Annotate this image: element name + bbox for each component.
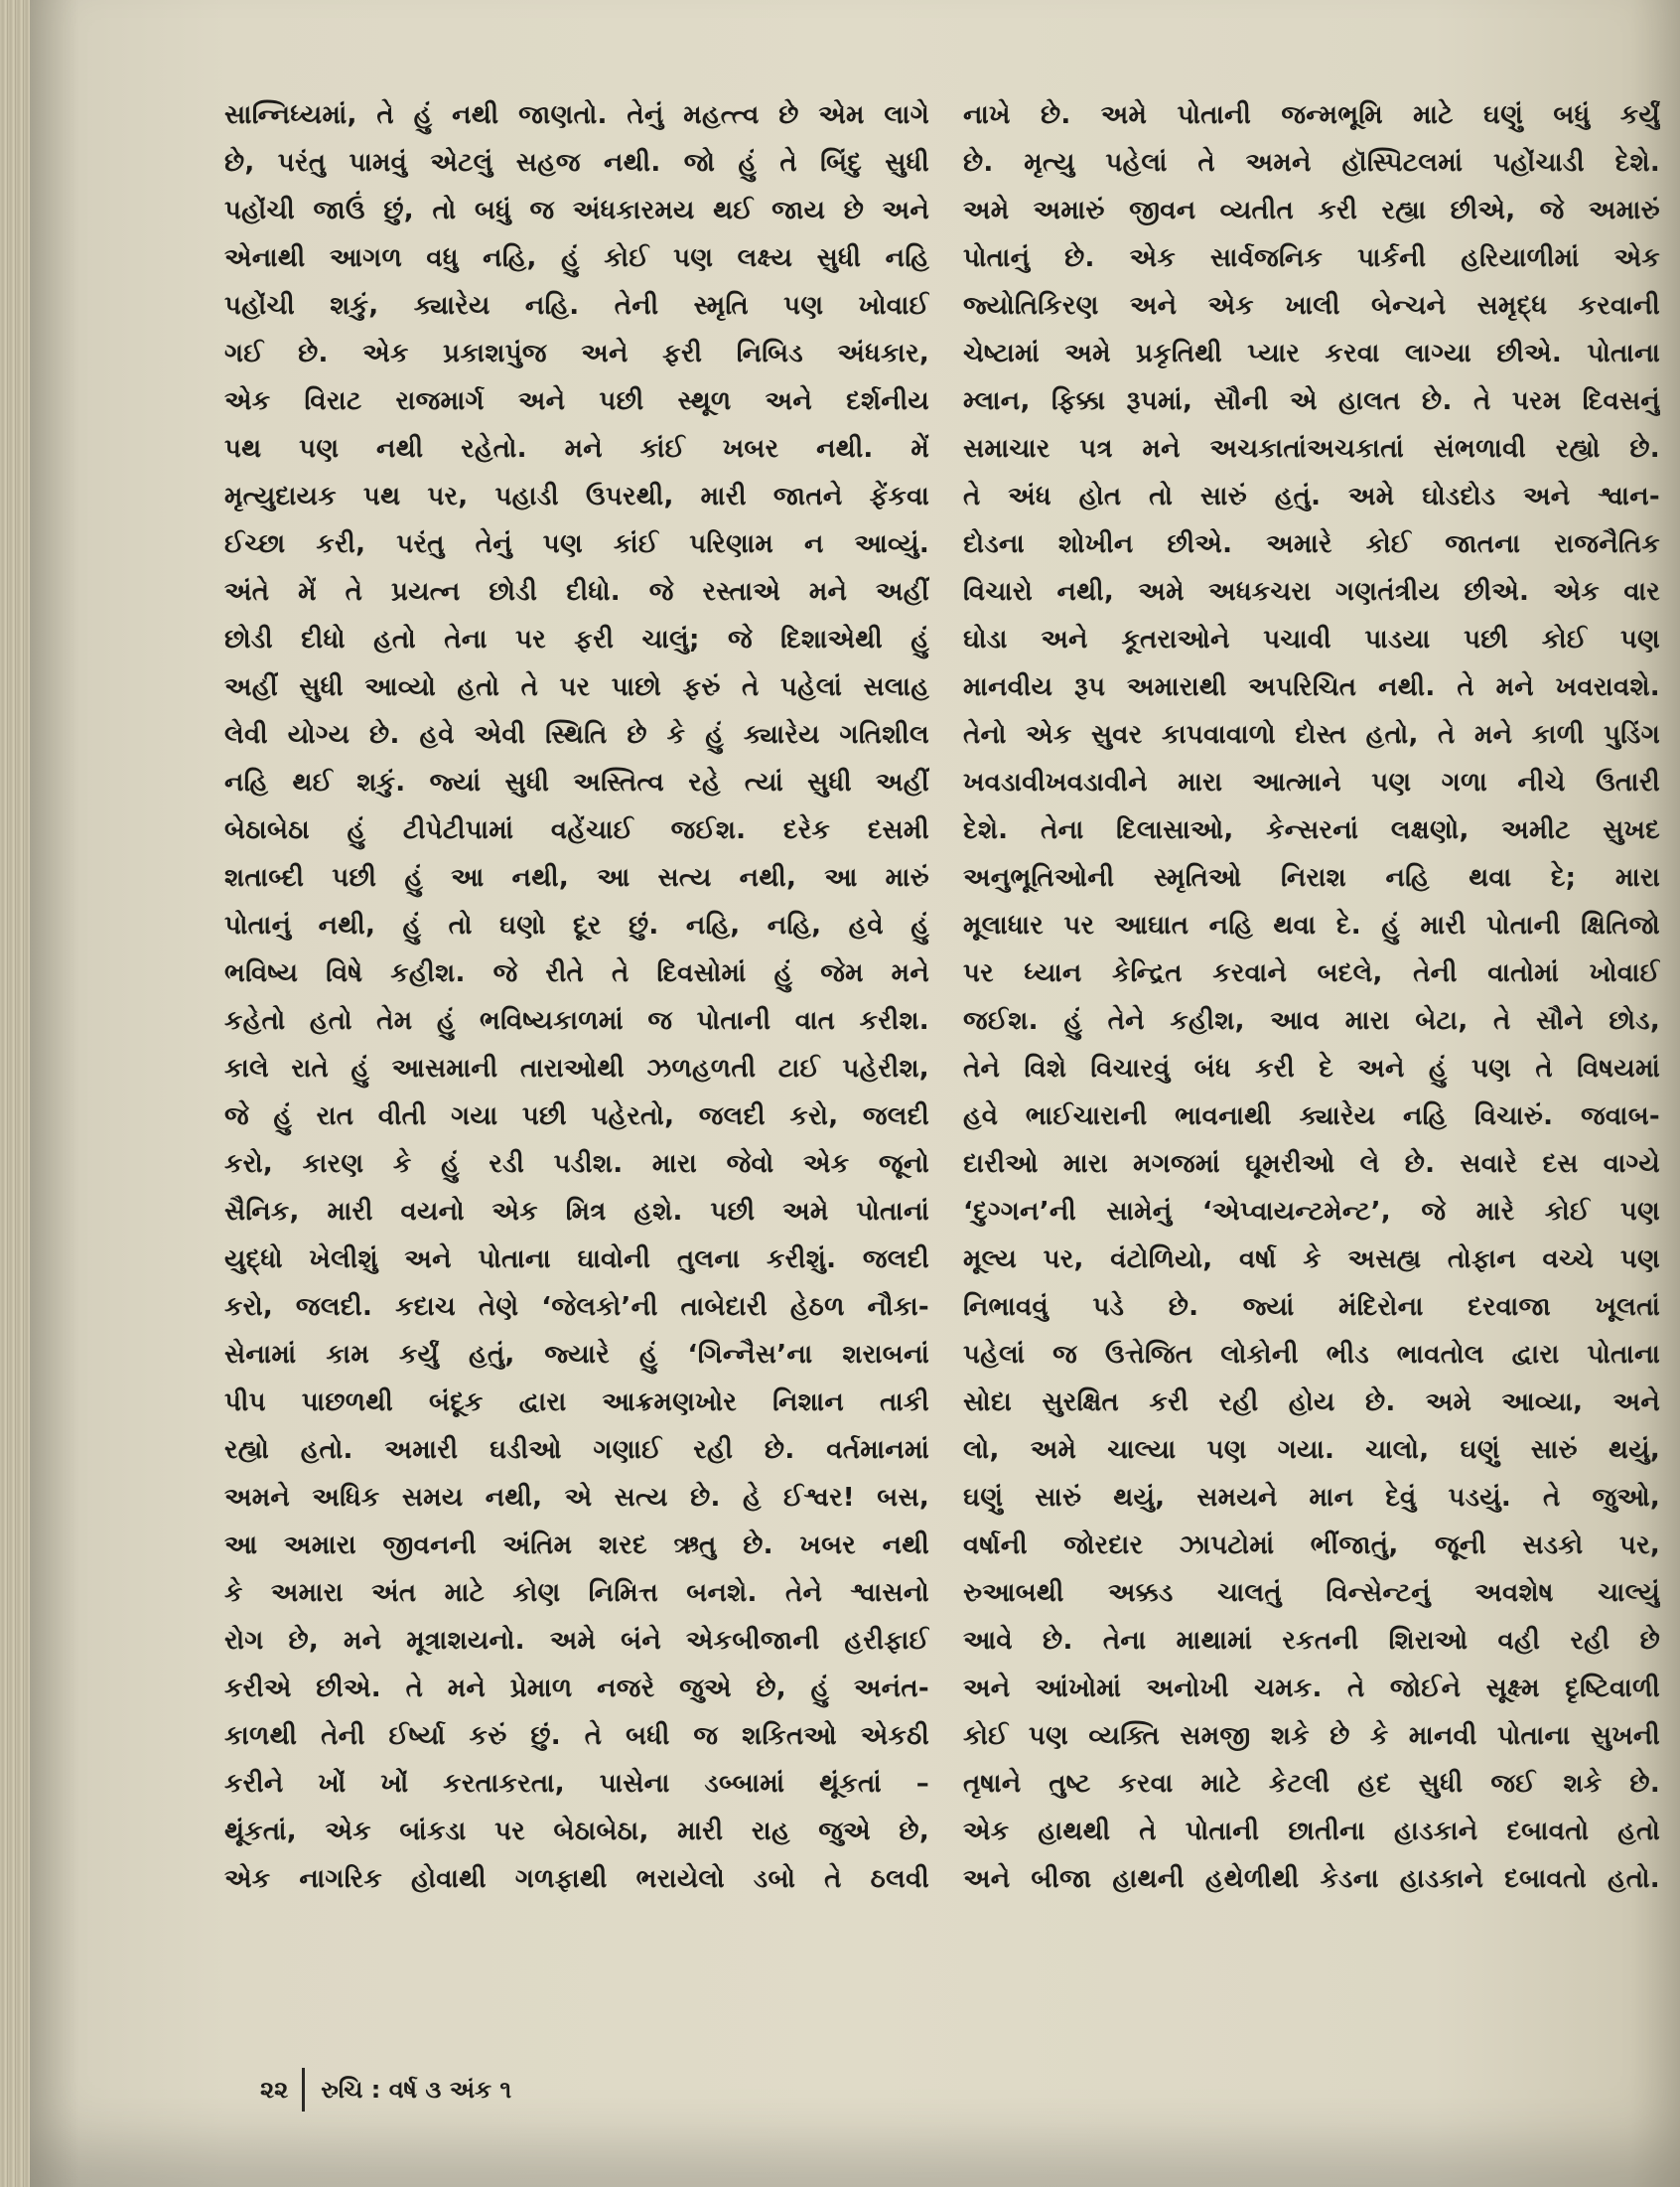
book-page (30, 0, 1680, 2187)
text-line: દેશે. તેના દિલાસાઓ, કેન્સરનાં લક્ષણો, અમીટ સુખદ (963, 815, 1660, 845)
text-line: કરીને ખોં ખોં કરતાકરતા, પાસેના ડબ્બામાં થૂંકતાં – (224, 1769, 929, 1799)
text-line: દારીઓ મારા મગજમાં ઘૂમરીઓ લે છે. સવારે દસ વાગ્યે (963, 1149, 1660, 1179)
text-line: માનવીય રૂપ અમારાથી અપરિચિત નથી. તે મને ખવરાવશે. (963, 672, 1660, 702)
text-line: એક હાથથી તે પોતાની છાતીના હાડકાને દબાવતો હતો (963, 1817, 1660, 1846)
page-footer (260, 2068, 511, 2112)
text-line: જે હું રાત વીતી ગયા પછી પહેરતો, જલદી કરો, જલદી (224, 1101, 929, 1131)
text-line: અને બીજા હાથની હથેળીથી કેડના હાડકાને દબાવતો હતો. (963, 1864, 1660, 1894)
text-line: કરીએ છીએ. તે મને પ્રેમાળ નજરે જુએ છે, હું અનંત- (224, 1674, 929, 1703)
text-line: મૃત્યુદાયક પથ પર, પહાડી ઉપરથી, મારી જાતને ફેંકવા (224, 482, 929, 511)
text-line: ગઈ છે. એક પ્રકાશપુંજ અને ફરી નિબિડ અંધકાર, (224, 339, 929, 368)
text-line: છોડી દીધો હતો તેના પર ફરી ચાલું; જે દિશાએથી હું (224, 625, 929, 655)
text-line: પહોંચી જાઉં છું, તો બધું જ અંધકારમય થઈ જાય છે અને (224, 196, 929, 225)
text-line: સોદા સુરક્ષિત કરી રહી હોય છે. અમે આવ્યા, અને (963, 1387, 1660, 1417)
text-line: ખવડાવીખવડાવીને મારા આત્માને પણ ગળા નીચે ઉતારી (963, 768, 1660, 798)
text-line: પહેલાં જ ઉત્તેજિત લોકોની ભીડ ભાવતોલ દ્વારા પોતાના (963, 1340, 1660, 1370)
text-line: ઘોડા અને કૂતરાઓને પચાવી પાડયા પછી કોઈ પણ (963, 625, 1660, 655)
text-line: ચેષ્ટામાં અમે પ્રકૃતિથી પ્યાર કરવા લાગ્યા છીએ. પોતાના (963, 339, 1660, 368)
text-line: નહિ થઈ શકું. જ્યાં સુધી અસ્તિત્વ રહે ત્યાં સુધી અહીં (224, 768, 929, 798)
text-line: પોતાનું નથી, હું તો ઘણો દૂર છું. નહિ, નહિ, હવે હું (224, 911, 929, 941)
text-line: પર ધ્યાન કેન્દ્રિત કરવાને બદલે, તેની વાતોમાં ખોવાઈ (963, 958, 1660, 988)
journal-issue: રુચિ : વર્ષ ૩ અંક ૧ (321, 2076, 512, 2104)
text-line: નિભાવવું પડે છે. જ્યાં મંદિરોના દરવાજા ખૂલતાં (963, 1292, 1660, 1322)
text-line: એનાથી આગળ વધુ નહિ, હું કોઈ પણ લક્ષ્ય સુધી નહિ (224, 243, 929, 273)
text-line: તેને વિશે વિચારવું બંધ કરી દે અને હું પણ તે વિષયમાં (963, 1054, 1660, 1084)
text-line: તેનો એક સુવર કાપવાવાળો દોસ્ત હતો, તે મને કાળી પુડિંગ (963, 720, 1660, 750)
text-line: તે અંધ હોત તો સારું હતું. અમે ઘોડદોડ અને શ્વાન- (963, 482, 1660, 511)
text-line: તૃષાને તુષ્ટ કરવા માટે કેટલી હદ સુધી જઈ શકે છે. (963, 1769, 1660, 1799)
text-line: પોતાનું છે. એક સાર્વજનિક પાર્કની હરિયાળીમાં એક (963, 243, 1660, 273)
right-column (963, 91, 1660, 1903)
text-line: એક નાગરિક હોવાથી ગળફાથી ભરાયેલો ડબો તે ઠલવી (224, 1864, 929, 1894)
text-line: છે, પરંતુ પામવું એટલું સહજ નથી. જો હું તે બિંદુ સુધી (224, 148, 929, 178)
left-column (224, 91, 929, 1903)
text-line: બેઠાબેઠા હું ટીપેટીપામાં વહેંચાઈ જઈશ. દરેક દસમી (224, 815, 929, 845)
text-line: કાલે રાતે હું આસમાની તારાઓથી ઝળહળતી ટાઈ પહેરીશ, (224, 1054, 929, 1084)
text-line: અમે અમારું જીવન વ્યતીત કરી રહ્યા છીએ, જે અમારું (963, 196, 1660, 225)
text-line: દોડના શોખીન છીએ. અમારે કોઈ જાતના રાજનૈતિક (963, 529, 1660, 559)
text-line: રોગ છે, મને મૂત્રાશયનો. અમે બંને એકબીજાની હરીફાઈ (224, 1626, 929, 1656)
text-line: એક વિરાટ રાજમાર્ગ અને પછી સ્થૂળ અને દર્શનીય (224, 386, 929, 416)
text-line: વર્ષાની જોરદાર ઝાપટોમાં ભીંજાતું, જૂની સડકો પર, (963, 1531, 1660, 1560)
text-line: વિચારો નથી, અમે અધકચરા ગણતંત્રીય છીએ. એક વાર (963, 577, 1660, 607)
page-number: ૨૨ (260, 2076, 289, 2104)
text-line: નાખે છે. અમે પોતાની જન્મભૂમિ માટે ઘણું બધું કર્યું (963, 100, 1660, 130)
text-line: પથ પણ નથી રહેતો. મને કાંઈ ખબર નથી. મેં (224, 434, 929, 464)
text-line: થૂંકતાં, એક બાંકડા પર બેઠાબેઠા, મારી રાહ જુએ છે, (224, 1817, 929, 1846)
text-line: કરો, કારણ કે હું રડી પડીશ. મારા જેવો એક જૂનો (224, 1149, 929, 1179)
text-line: રહ્યો હતો. અમારી ઘડીઓ ગણાઈ રહી છે. વર્તમાનમાં (224, 1435, 929, 1465)
text-line: અને આંખોમાં અનોખી ચમક. તે જોઈને સૂક્ષ્મ દૃષ્ટિવાળી (963, 1674, 1660, 1703)
text-line: આ અમારા જીવનની અંતિમ શરદ ઋતુ છે. ખબર નથી (224, 1531, 929, 1560)
text-line: અહીં સુધી આવ્યો હતો તે પર પાછો ફરું તે પહેલાં સલાહ (224, 672, 929, 702)
text-line: કહેતો હતો તેમ હું ભવિષ્યકાળમાં જ પોતાની વાત કરીશ. (224, 1006, 929, 1036)
text-line: ભવિષ્ય વિષે કહીશ. જે રીતે તે દિવસોમાં હું જેમ મને (224, 958, 929, 988)
text-line: ‘દુગ્ગન’ની સામેનું ‘એપ્વાયન્ટમેન્ટ’, જે મારે કોઈ પણ (963, 1197, 1660, 1227)
text-line: શતાબ્દી પછી હું આ નથી, આ સત્ય નથી, આ મારું (224, 863, 929, 893)
text-line: કરો, જલદી. કદાચ તેણે ‘જેલકો’ની તાબેદારી હેઠળ નૌકા- (224, 1292, 929, 1322)
text-line: સૈનિક, મારી વયનો એક મિત્ર હશે. પછી અમે પોતાનાં (224, 1197, 929, 1227)
text-line: ઘણું સારું થયું, સમયને માન દેવું પડયું. તે જુઓ, (963, 1483, 1660, 1513)
text-line: જ્યોતિકિરણ અને એક ખાલી બેન્ચને સમૃદ્ધ કરવાની (963, 291, 1660, 321)
text-line: રુઆબથી અક્કડ ચાલતું વિન્સેન્ટનું અવશેષ ચાલ્યું (963, 1578, 1660, 1608)
text-line: મૂલાધાર પર આઘાત નહિ થવા દે. હું મારી પોતાની ક્ષિતિજો (963, 911, 1660, 941)
text-line: કે અમારા અંત માટે કોણ નિમિત્ત બનશે. તેને શ્વાસનો (224, 1578, 929, 1608)
text-line: અંતે મેં તે પ્રયત્ન છોડી દીધો. જે રસ્તાએ મને અહીં (224, 577, 929, 607)
text-line: હવે ભાઈચારાની ભાવનાથી ક્યારેય નહિ વિચારું. જવાબ- (963, 1101, 1660, 1131)
text-line: અમને અધિક સમય નથી, એ સત્ય છે. હે ઈશ્વર! બસ, (224, 1483, 929, 1513)
text-line: અનુભૂતિઓની સ્મૃતિઓ નિરાશ નહિ થવા દે; મારા (963, 863, 1660, 893)
text-line: યુદ્ધો ખેલીશું અને પોતાના ઘાવોની તુલના કરીશું. જલદી (224, 1244, 929, 1274)
text-line: લેવી યોગ્ય છે. હવે એવી સ્થિતિ છે કે હું ક્યારેય ગતિશીલ (224, 720, 929, 750)
text-line: સેનામાં કામ કર્યું હતું, જ્યારે હું ‘ગિન્નૈસ’ના શરાબનાં (224, 1340, 929, 1370)
text-line: પહોંચી શકું, ક્યારેય નહિ. તેની સ્મૃતિ પણ ખોવાઈ (224, 291, 929, 321)
text-line: મૂલ્ય પર, વંટોળિયો, વર્ષા કે અસહ્ય તોફાન વચ્ચે પણ (963, 1244, 1660, 1274)
text-line: સાન્નિધ્યમાં, તે હું નથી જાણતો. તેનું મહત્ત્વ છે એમ લાગે (224, 100, 929, 130)
text-line: છે. મૃત્યુ પહેલાં તે અમને હૉસ્પિટલમાં પહોંચાડી દેશે. (963, 148, 1660, 178)
text-line: સમાચાર પત્ર મને અચકાતાંઅચકાતાં સંભળાવી રહ્યો છે. (963, 434, 1660, 464)
text-line: કોઈ પણ વ્યક્તિ સમજી શકે છે કે માનવી પોતાના સુખની (963, 1721, 1660, 1751)
footer-divider (302, 2068, 305, 2112)
text-line: આવે છે. તેના માથામાં રકતની શિરાઓ વહી રહી છે (963, 1626, 1660, 1656)
text-line: કાળથી તેની ઈર્ષ્યા કરું છું. તે બધી જ શકિતઓ એકઠી (224, 1721, 929, 1751)
text-line: પીપ પાછળથી બંદૂક દ્વારા આક્રમણખોર નિશાન તાકી (224, 1387, 929, 1417)
text-line: ઈચ્છા કરી, પરંતુ તેનું પણ કાંઈ પરિણામ ન આવ્યું. (224, 529, 929, 559)
text-line: મ્લાન, ફિક્કા રૂપમાં, સૌની એ હાલત છે. તે પરમ દિવસનું (963, 386, 1660, 416)
text-line: લો, અમે ચાલ્યા પણ ગયા. ચાલો, ઘણું સારું થયું, (963, 1435, 1660, 1465)
text-line: જઈશ. હું તેને કહીશ, આવ મારા બેટા, તે સૌને છોડ, (963, 1006, 1660, 1036)
